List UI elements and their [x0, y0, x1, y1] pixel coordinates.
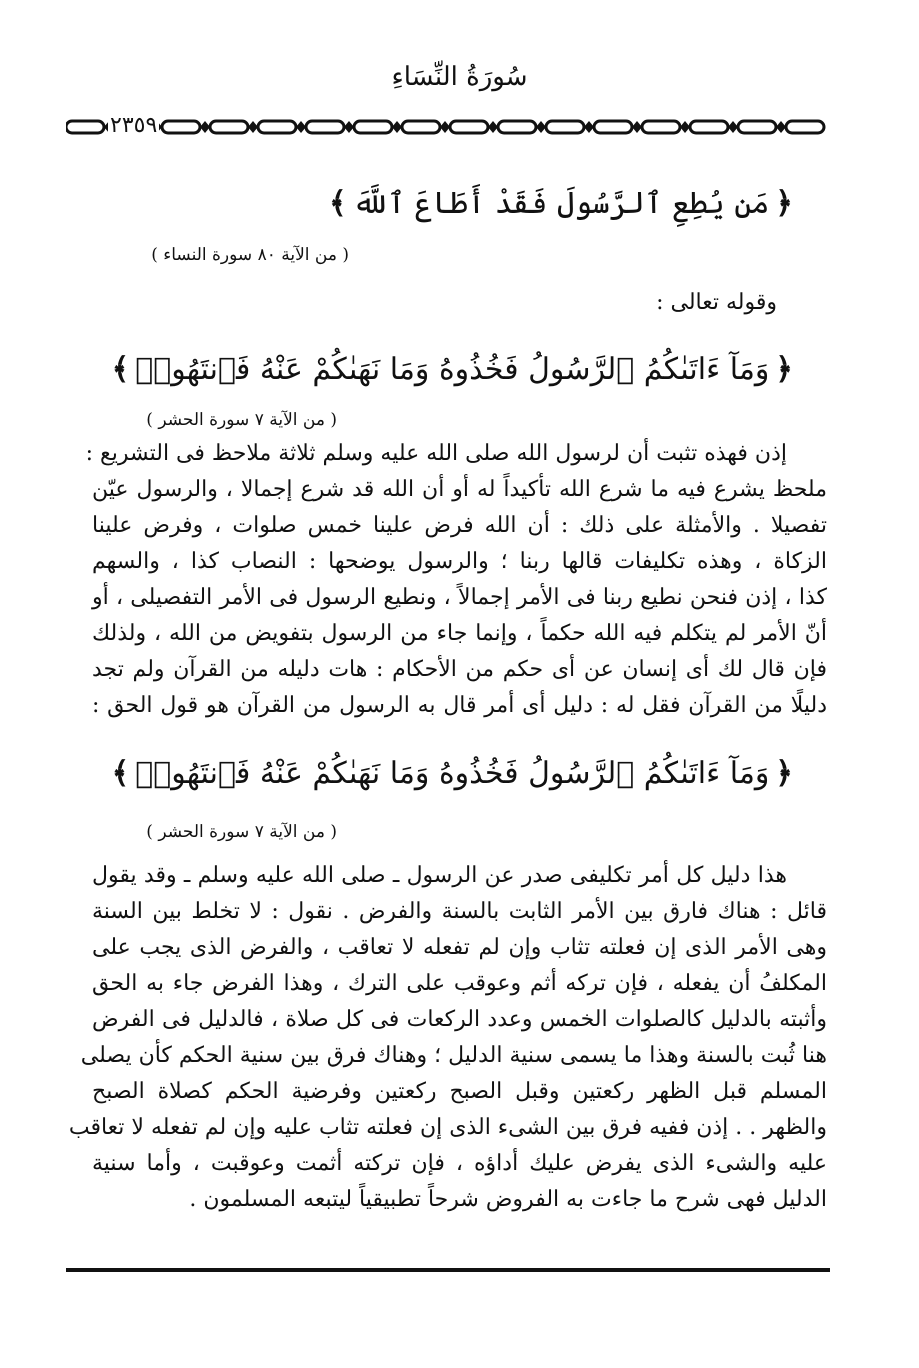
- quran-verse-2: [106, 352, 799, 387]
- paragraph-1: [85, 436, 827, 724]
- verse-reference-2: ( من الآية ٧ سورة الحشر ): [146, 410, 337, 430]
- text-line: أنّ الأمر لم يتكلم فيه الله حكماً ، وإنما جاء من الرسول بتفويض من الله ، ولذلك: [92, 621, 827, 646]
- verse-text: وَمَآ ءَاتَىٰكُمُ ٱلرَّسُولُ فَخُذُوهُ وَمَا نَهَىٰكُمْ عَنْهُ فَٱنتَهُوا۟: [135, 352, 770, 387]
- text-line: المسلم قبل الظهر ركعتين وقبل الصبح ركعتين وفرضية الحكم كصلاة الصبح: [92, 1079, 827, 1104]
- text-line: وهى الأمر الذى إن فعلته تثاب وإن لم تفعله لا تعاقب ، والفرض الذى يجب على: [92, 935, 827, 960]
- ornament-oval: [66, 121, 104, 133]
- ornament-oval: [210, 121, 248, 133]
- ornament-oval: [354, 121, 392, 133]
- text-line: كذا ، إذن فنحن نطيع ربنا فى الأمر إجمالاً ، ونطيع الرسول فى الأمر التفصيلى ، أو: [92, 585, 827, 610]
- ornament-oval: [162, 121, 200, 133]
- quran-verse-1: [323, 186, 799, 221]
- ornament-oval: [306, 121, 344, 133]
- text-line: الدليل فهى شرح ما جاءت به الفروض شرحاً تطبيقياً ليتبعه المسلمون .: [189, 1187, 827, 1212]
- ornament-chain: [66, 114, 832, 140]
- verse-close-bracket: ﴾: [111, 352, 130, 387]
- text-line: إذن فهذه تثبت أن لرسول الله صلى الله عليه وسلم ثلاثة ملاحظ فى التشريع :: [85, 441, 787, 466]
- verse-close-bracket: ﴾: [329, 186, 347, 221]
- page-number: ٢٣٥٩: [110, 113, 158, 138]
- text-line: الزكاة ، وهذه تكليفات قالها ربنا ؛ والرسول يوضحها : النصاب كذا ، والسهم: [92, 549, 827, 574]
- text-line: فإن قال لك أى إنسان عن أى حكم من الأحكام : هات دليله من القرآن ولم تجد: [92, 657, 827, 682]
- text-line: عليه والشىء الذى يفرض عليك أداؤه ، فإن تركته أثمت وعوقبت ، وأما سنية: [92, 1151, 827, 1176]
- text-line: هذا دليل كل أمر تكليفى صدر عن الرسول ـ صلى الله عليه وسلم ـ وقد يقول: [92, 863, 787, 888]
- verse-text: مَن يُطِعِ ٱلرَّسُولَ فَقَدْ أَطَاعَ ٱللَّهَ: [352, 186, 770, 221]
- quran-verse-3: [106, 756, 799, 791]
- ornament-oval: [738, 121, 776, 133]
- text-line: ملحظ يشرع فيه ما شرع الله تأكيداً له أو أن الله قد شرع إجمالا ، والرسول عيّن: [92, 477, 827, 502]
- verse-reference-3: ( من الآية ٧ سورة الحشر ): [146, 822, 337, 842]
- verse-close-bracket: ﴾: [111, 756, 130, 791]
- ornament-oval: [402, 121, 440, 133]
- ornament-oval: [498, 121, 536, 133]
- ornament-oval: [690, 121, 728, 133]
- verse-reference-1: ( من الآية ٨٠ سورة النساء ): [151, 245, 349, 265]
- ornament-oval: [786, 121, 824, 133]
- text-line: تفصيلا . والأمثلة على ذلك : أن الله فرض علينا خمس صلوات ، وفرض علينا: [92, 513, 827, 538]
- ornament-oval: [594, 121, 632, 133]
- verse-open-bracket: ﴿: [775, 186, 793, 221]
- intro-text: وقوله تعالى :: [656, 290, 777, 315]
- ornament-oval: [546, 121, 584, 133]
- text-line: قائل : هناك فارق بين الأمر الثابت بالسنة والفرض . نقول : لا تخلط بين السنة: [92, 899, 827, 924]
- paragraph-2: [68, 858, 827, 1218]
- ornament-oval: [642, 121, 680, 133]
- verse-open-bracket: ﴿: [775, 352, 793, 387]
- ornament-oval: [450, 121, 488, 133]
- surah-title: سُورَةُ النِّسَاءِ: [391, 62, 528, 92]
- ornamental-border: [66, 114, 832, 140]
- footer-rule: [66, 1268, 830, 1272]
- ornament-oval: [258, 121, 296, 133]
- text-line: هنا ثُبت بالسنة وهذا ما يسمى سنية الدليل ؛ وهناك فرق بين سنية الحكم كأن يصلى: [80, 1043, 827, 1068]
- text-line: والظهر . . إذن ففيه فرق بين الشىء الذى إن فعلته تثاب عليه وإن لم تفعله لا تعاقب: [68, 1115, 827, 1140]
- text-line: المكلفُ أن يفعله ، فإن تركه أثم وعوقب على الترك ، وهذا الفرض جاء به الحق: [92, 971, 827, 996]
- verse-text: وَمَآ ءَاتَىٰكُمُ ٱلرَّسُولُ فَخُذُوهُ وَمَا نَهَىٰكُمْ عَنْهُ فَٱنتَهُوا۟: [135, 756, 770, 791]
- text-line: وأثبته بالدليل كالصلوات الخمس وعدد الركعات فى كل صلاة ، فالدليل فى الفرض: [92, 1007, 827, 1032]
- text-line: دليلًا من القرآن فقل له : دليل أى أمر قال به الرسول من القرآن هو قول الحق :: [92, 693, 827, 718]
- verse-open-bracket: ﴿: [775, 756, 793, 791]
